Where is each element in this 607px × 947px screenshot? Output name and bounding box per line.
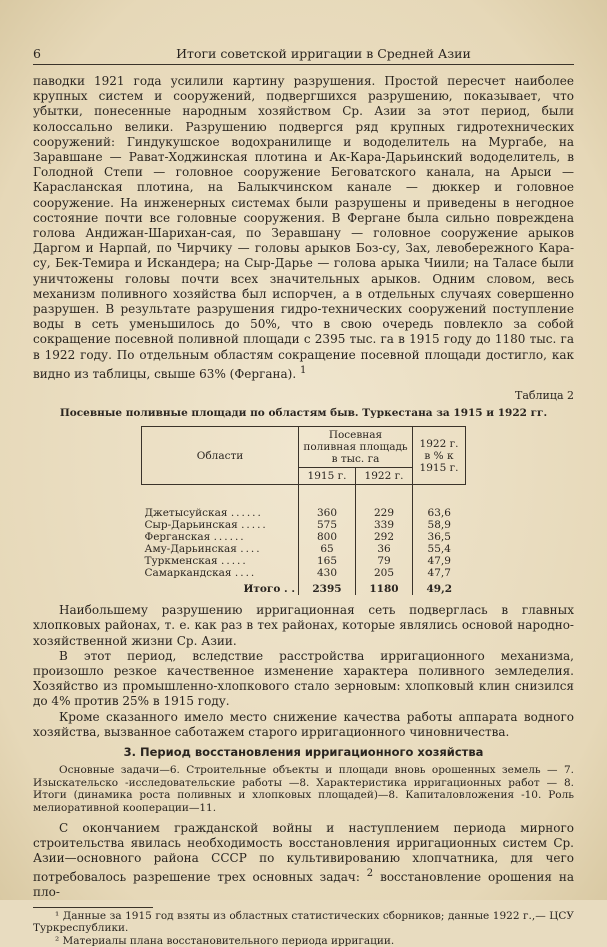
col-header-1922: 1922 г. — [356, 468, 413, 485]
value-pct: 58,9 — [413, 519, 466, 531]
value-1922: 292 — [356, 531, 413, 543]
col-header-pct: 1922 г. в % к 1915 г. — [413, 427, 466, 485]
value-pct: 36,5 — [413, 531, 466, 543]
value-pct: 63,6 — [413, 485, 466, 520]
table-row: Сыр-Дарьинская ..... 575 339 58,9 — [142, 519, 466, 531]
running-title: Итоги советской ирригации в Средней Азии — [176, 46, 471, 61]
main-text — [33, 74, 574, 947]
total-1915: 2395 — [299, 579, 356, 595]
value-1915: 430 — [299, 567, 356, 579]
after-table-text — [33, 603, 574, 947]
irrigated-area-table — [141, 426, 466, 595]
table-row: Туркменская ..... 165 79 47,9 — [142, 555, 466, 567]
total-label: Итого . . — [243, 583, 295, 596]
table-caption: Таблица 2 — [515, 389, 574, 403]
total-1922: 1180 — [356, 579, 413, 595]
region-name: Сыр-Дарьинская — [144, 519, 238, 532]
value-1922: 339 — [356, 519, 413, 531]
value-1915: 65 — [299, 543, 356, 555]
footnote-2: ² Материалы плана восстановительного периода ирригации. — [55, 934, 395, 947]
paragraph-3: В этот период, вследствие расстройства ирригационного механизма, произошло резкое качественное изменение характера поливного земледелия. Хозяйство из промышленно-хлопкового стало зерновым: хлопковый клин снизился до 4% против 25% в 1915 году. — [33, 648, 574, 709]
value-1915: 360 — [299, 485, 356, 520]
section-heading: 3. Период восстановления ирригационного хозяйства — [123, 745, 484, 760]
value-1915: 575 — [299, 519, 356, 531]
region-name: Джетысуйская — [144, 507, 228, 520]
section-contents: Основные задачи—6. Строительные объекты и площади вновь орошенных земель — 7. Изыскательско -исследовательские работы —8. Характеристика ирригационных работ — 8. Итоги (динамика роста поливных и хлопковых площадей)—8. Капиталовложения -10. Роль мелиоративной кооперации—11. — [33, 764, 574, 815]
value-pct: 55,4 — [413, 543, 466, 555]
value-pct: 47,7 — [413, 567, 466, 579]
col-header-area: Посевная поливная площадь в тыс. га — [299, 427, 413, 468]
table-row: Ферганская ...... 800 292 36,5 — [142, 531, 466, 543]
value-1922: 36 — [356, 543, 413, 555]
table-title: Посевные поливные площади по областям быв. Туркестана за 1915 и 1922 гг. — [59, 407, 548, 420]
intro-paragraph: паводки 1921 года усилили картину разрушения. Простой пересчет наиболее крупных систем и сооружений, подвергшихся разрушению, показывает, что убытки, понесенные народным хозяйством Ср. Азии за этот период, были колоссально велики. Разрушению подвергся ряд крупных гидротехнических сооружений: Гиндукушское водохранилище и вододелитель на Мургабе, на Заравшане — Рават-Ходжинская плотина и Ак-Кара-Дарьинский вододелитель, в Голодной Степи — головное сооружение Беговатского канала, на Арыси — Карасланская плотина, на Балыкчинском канале — дюккер и головное сооружение. На инженерных системах были разрушены и приведены в негодное состояние почти все головные сооружения. В Фергане была сильно повреждена голова Андижан-Шарихан-сая, по Зеравшану — головное сооружение арыков Даргом и Нарпай, по Чирчику — головы арыков Боз-су, Зах, левобережного Кара-су, Бек-Темира и Искандера; на Сыр-Дарье — голова арыка Чиили; на Таласе были уничтожены головы почти всех значительных арыков. Одним словом, весь механизм поливного хозяйства был испорчен, а в отдельных случаях совершенно разрушен. В результате разрушения гидро-технических сооружений поступление воды в сеть уменьшилось до 50%, что в свою очередь повлекло за собой сокращение посевной поливной площади с 2395 тыс. га в 1915 году до 1180 тыс. га в 1922 году. По отдельным областям сокращение посевной площади достигло, как видно из таблицы, свыше 63% (Фергана). $^1$ — [33, 74, 574, 381]
value-pct: 47,9 — [413, 555, 466, 567]
col-header-region: Области — [142, 427, 299, 485]
region-name: Самаркандская — [144, 567, 232, 580]
value-1915: 800 — [299, 531, 356, 543]
table-body — [142, 485, 466, 596]
footnote-1: ¹ Данные за 1915 год взяты из областных статистических сборников; данные 1922 г.,— ЦСУ Туркреспублики. — [33, 909, 574, 935]
paragraph-5: С окончанием гражданской войны и наступлением периода мирного строительства явилась необходимость восстановления ирригационных систем Ср. Азии—основного района СССР по культивированию хлопчатника, для чего потребовалось разрешение трех основных задач: $^2$ восстановление орошения на пло- — [33, 820, 574, 900]
paragraph-2: Наибольшему разрушению ирригационная сеть подверглась в главных хлопковых районах, т. е. как раз в тех районах, которые являлись основой народно-хозяйственной жизни Ср. Азии. — [33, 603, 574, 648]
table-row: Аму-Дарьинская .... 65 36 55,4 — [142, 543, 466, 555]
table-total-row — [142, 579, 466, 595]
footnote-divider — [33, 907, 153, 908]
value-1915: 165 — [299, 555, 356, 567]
table-row: Джетысуйская ...... 360 229 63,6 — [142, 485, 466, 520]
region-name: Аму-Дарьинская — [144, 543, 237, 556]
region-name: Туркменская — [144, 555, 218, 568]
total-pct: 49,2 — [413, 579, 466, 595]
running-header — [33, 44, 574, 65]
value-1922: 79 — [356, 555, 413, 567]
footnote-ref-1: 1 — [300, 364, 307, 376]
region-name: Ферганская — [144, 531, 211, 544]
table-row: Самаркандская .... 430 205 47,7 — [142, 567, 466, 579]
value-1922: 205 — [356, 567, 413, 579]
col-header-1915: 1915 г. — [299, 468, 356, 485]
footnote-ref-2: 2 — [366, 868, 374, 880]
value-1922: 229 — [356, 485, 413, 520]
paragraph-4: Кроме сказанного имело место снижение качества работы аппарата водного хозяйства, вызванное саботажем старого ирригационного чиновничества. — [33, 709, 574, 739]
page-number: 6 — [33, 46, 41, 61]
